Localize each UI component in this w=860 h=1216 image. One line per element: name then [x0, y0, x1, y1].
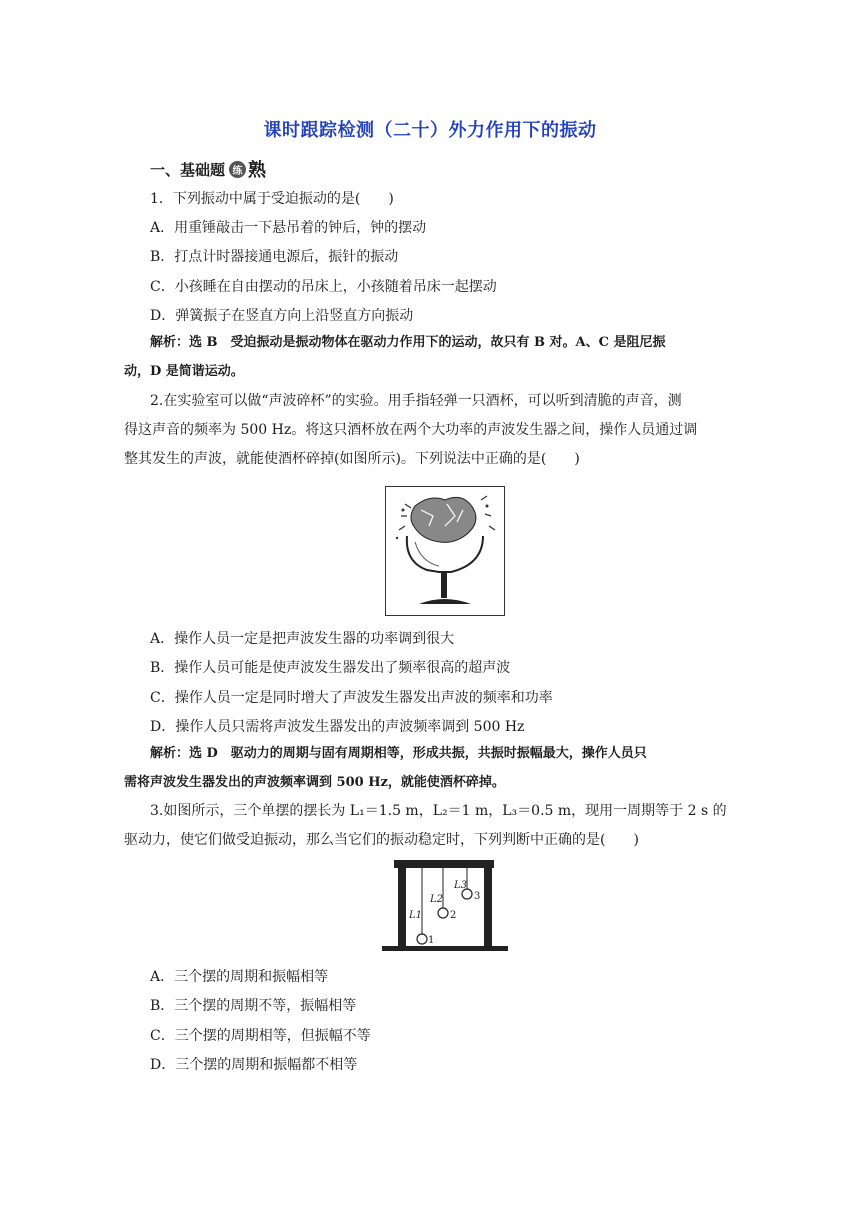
- q3-stem-line1: 3.如图所示，三个单摆的摆长为 L₁＝1.5 m，L₂＝1 m，L₃＝0.5 m，现用一周期等于 2 s 的: [150, 803, 727, 819]
- q3-option-b: B．三个摆的周期不等，振幅相等: [150, 998, 357, 1014]
- q2-option-b: B．操作人员可能是使声波发生器发出了频率很高的超声波: [150, 660, 511, 676]
- label-l1: L1: [409, 910, 423, 921]
- label-l2: L2: [430, 894, 444, 905]
- q2-option-d: D．操作人员只需将声波发生器发出的声波频率调到 500 Hz: [150, 719, 525, 735]
- pendulum-figure: [382, 858, 508, 956]
- q1-option-b: B．打点计时器接通电源后，振针的振动: [150, 249, 399, 265]
- label-ball-1: 1: [428, 935, 435, 946]
- q3-option-d: D．三个摆的周期和振幅都不相等: [150, 1057, 358, 1073]
- q2-option-c: C．操作人员一定是同时增大了声波发生器发出声波的频率和功率: [150, 690, 553, 706]
- q2-stem-line3: 整其发生的声波，就能使酒杯碎掉(如图所示)。下列说法中正确的是( ): [124, 451, 580, 467]
- label-ball-3: 3: [474, 891, 481, 902]
- q1-analysis: [124, 328, 744, 386]
- q3-stem-line2: 驱动力，使它们做受迫振动，那么当它们的振动稳定时，下列判断中正确的是( ): [124, 832, 639, 848]
- q2-stem-line2: 得这声音的频率为 500 Hz。将这只酒杯放在两个大功率的声波发生器之间，操作人员通过调: [124, 422, 698, 438]
- q2-stem: [124, 387, 744, 474]
- q2-stem-line1: 2.在实验室可以做“声波碎杯”的实验。用手指轻弹一只酒杯，可以听到清脆的声音，测: [150, 393, 682, 409]
- q2-analysis-line2: 需将声波发生器发出的声波频率调到 500 Hz，就能使酒杯碎掉。: [124, 775, 505, 790]
- q1-option-a: A．用重锤敲击一下悬吊着的钟后，钟的摆动: [150, 220, 427, 236]
- q1-analysis-line2: 动，D 是简谐运动。: [124, 364, 244, 379]
- q2-option-a: A．操作人员一定是把声波发生器的功率调到很大: [150, 631, 455, 647]
- q1-option-d: D．弹簧振子在竖直方向上沿竖直方向振动: [150, 308, 414, 324]
- q3-option-c: C．三个摆的周期相等，但振幅不等: [150, 1028, 371, 1044]
- page-title: 课时跟踪检测（二十）外力作用下的振动: [263, 120, 597, 141]
- label-ball-2: 2: [450, 910, 457, 921]
- q3-option-a: A．三个摆的周期和振幅相等: [150, 969, 329, 985]
- q1-analysis-line1: 解析：选 B 受迫振动是振动物体在驱动力作用下的运动，故只有 B 对。A、C 是阻尼振: [150, 335, 666, 350]
- q1-option-c: C．小孩睡在自由摆动的吊床上，小孩随着吊床一起摆动: [150, 279, 497, 295]
- section-heading: [150, 156, 266, 182]
- q2-analysis: [124, 739, 744, 797]
- q3-stem: [124, 797, 744, 855]
- q1-stem: 1．下列振动中属于受迫振动的是( ): [150, 191, 394, 207]
- label-l3: L3: [454, 880, 468, 891]
- wine-glass-figure: [385, 486, 505, 616]
- q2-analysis-line1: 解析：选 D 驱动力的周期与固有周期相等，形成共振，共振时振幅最大，操作人员只: [150, 746, 647, 761]
- section-badge: 练: [229, 161, 246, 178]
- section-badge-text: 熟: [248, 160, 267, 181]
- section-label: 一、基础题: [150, 160, 226, 179]
